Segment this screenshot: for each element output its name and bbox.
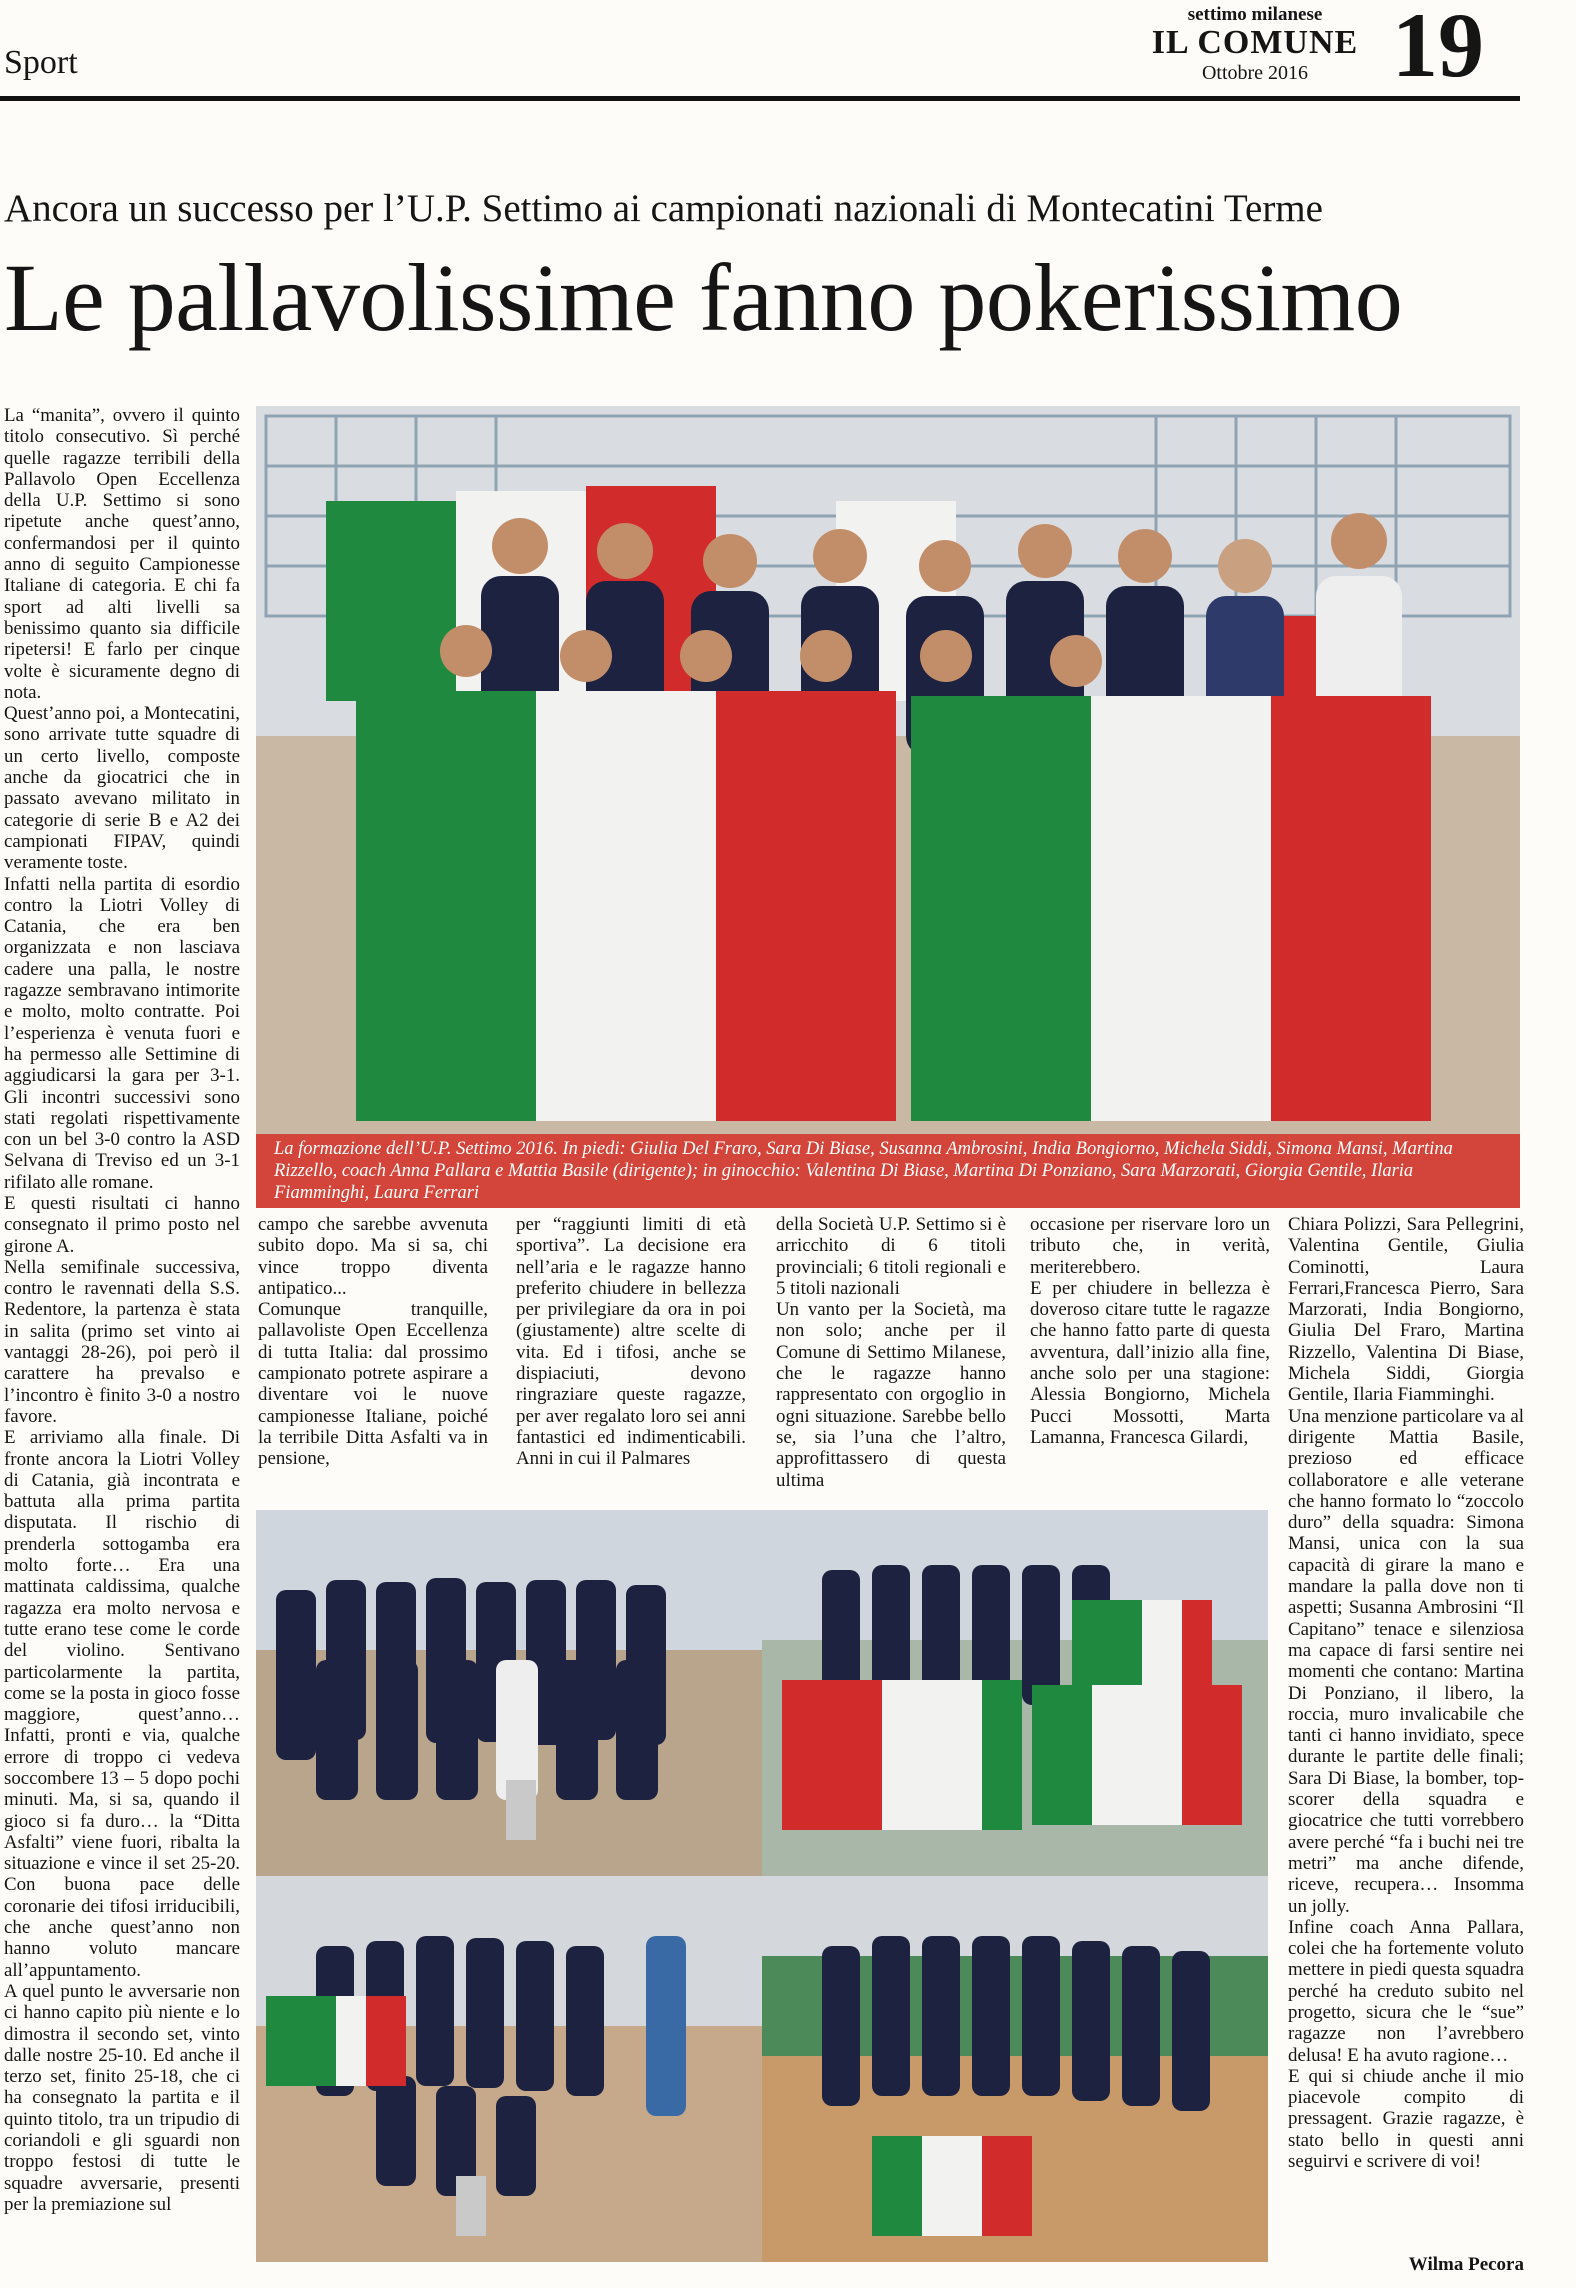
- article-column-2: [258, 1214, 488, 1474]
- paragraph: Infine coach Anna Pallara, colei che ha fortemente voluto mettere in piedi questa squadra perché ha creduto subito nel progetto, sicura che le “sue” ragazze non l’avrebbero delusa! E ha avuto ragione…: [1288, 1916, 1524, 2066]
- paragraph: della Società U.P. Settimo si è arricchito di 6 titoli provinciali; 6 titoli regionali e 5 titoli nazionali: [776, 1214, 1006, 1299]
- publisher-name: IL COMUNE: [1151, 24, 1359, 61]
- paragraph: A quel punto le avversarie non ci hanno capito più niente e lo dimostra il secondo set, vinto dalle nostre 25-10. Ed anche il terzo set, finito 25-18, che ci ha consegnato la partita e il quinto titolo, tra un tripudio di coriandoli e gli sguardi non troppo festosi di tutte le squadre avversarie, presenti per la premiazione sul: [4, 1980, 240, 2215]
- team-photo-ceremony: [762, 1876, 1268, 2262]
- paragraph: Infatti nella partita di esordio contro la Liotri Volley di Catania, che era ben organizzata e non lasciava cadere una palla, le nostre ragazze sembravano intimorite e molto, molto contratte. Poi l’esperienza è venuta fuori e ha permesso alle Settimine di aggiudicarsi la gara per 3-1. Gli incontri successivi sono stati regolati rispettivamente con un bel 3-0 contro la ASD Selvana di Treviso ed un 3-1 rifilato alle romane.: [4, 873, 240, 1193]
- issue-date: Ottobre 2016: [1201, 62, 1309, 84]
- paragraph: E arriviamo alla finale. Di fronte ancora la Liotri Volley di Catania, già incontrata e battuta alla prima partita disputata. Il rischio di prenderla sottogamba era molto forte… Era una mattinata caldissima, qualche ragazza era molto nervosa e tutte erano tese come le corde del violino. Sentivano particolarmente la partita, come se la posta in gioco fosse maggiore, quest’anno… Infatti, pronti e via, qualche errore di troppo ci vedeva soccombere 13 – 5 dopo pochi minuti. Ma, si sa, quando il gioco si fa duro… la “Ditta Asfalti” viene fuori, ribalta la situazione e vince il set 25-20. Con buona pace delle coronarie dei tifosi irriducibili, che anche quest’anno non hanno voluto mancare all’appuntamento.: [4, 1427, 240, 1981]
- paragraph: Nella semifinale successiva, contro le ravennati della S.S. Redentore, la partenza è stata in salita (primo set vinto ai vantaggi 28-26), poi però il carattere ha prevalso e l’incontro è finito 3-0 a nostro favore.: [4, 1256, 240, 1427]
- team-photo-illustration: [256, 406, 1520, 1206]
- page-number: 19: [1392, 0, 1484, 96]
- team-photo-celebration: [256, 1876, 764, 2262]
- article-column-4: [776, 1214, 1006, 1491]
- paragraph: Un vanto per la Società, ma non solo; anche per il Comune di Settimo Milanese, che le ragazze hanno rappresentato con orgoglio in ogni situazione. Sarebbe bello se, sia l’una che l’altro, approfittassero di questa ultima: [776, 1299, 1006, 1491]
- team-photo-flags: [762, 1510, 1268, 1876]
- team-photo-trophy: [256, 1510, 764, 1876]
- article-byline: Wilma Pecora: [1408, 2254, 1524, 2275]
- paragraph: Chiara Polizzi, Sara Pellegrini, Valentina Gentile, Giulia Cominotti, Laura Ferrari,Francesca Pierro, Sara Marzorati, India Bongiorno, Giulia Del Fraro, Martina Rizzello, Valentina Di Biase, Michela Siddi, Giorgia Gentile, Ilaria Fiamminghi.: [1288, 1214, 1524, 1406]
- paragraph: E questi risultati ci hanno consegnato il primo posto nel girone A.: [4, 1192, 240, 1257]
- paragraph: La “manita”, ovvero il quinto titolo consecutivo. Sì perché quelle ragazze terribili della Pallavolo Open Eccellenza della U.P. Settimo si sono ripetute anche quest’anno, confermandosi per il quinto anno di seguito Campionesse Italiane di categoria. E chi fa sport ad alti livelli sa benissimo quanto sia difficile ripetersi! E farlo per cinque volte è sicuramente degno di nota.: [4, 405, 240, 703]
- article-column-6: [1288, 1214, 1524, 2274]
- paragraph: Una menzione particolare va al dirigente Mattia Basile, prezioso ed efficace collaboratore e alle veterane che hanno formato lo “zoccolo duro” della squadra: Simona Mansi, unica con la sua capacità di girare la mano e mandare la palla dove non ti aspetti; Susanna Ambrosini “Il Capitano” tenace e silenziosa ma capace di farsi sentire nei momenti che contano: Martina Di Ponziano, il libero, la roccia, muro invalicabile che tanti ci hanno invidiato, spece durante le partite delle finali; Sara Di Biase, la bomber, top-scorer della squadra e giocatrice che tutti vorrebbero avere perché “fa i buchi nei tre metri” ma anche difende, riceve, recupera… Insomma un jolly.: [1288, 1405, 1525, 1917]
- paragraph: campo che sarebbe avvenuta subito dopo. Ma si sa, chi vince troppo diventa antipatico...: [258, 1214, 488, 1299]
- paragraph: Quest’anno poi, a Montecatini, sono arrivate tutte squadre di un certo livello, composte anche da giocatrici che in passato avevano militato in categorie di serie B e A2 dei campionati FIPAV, quindi veramente toste.: [4, 703, 240, 874]
- article-headline: Le pallavolissime fanno pokerissimo: [4, 244, 1403, 351]
- publisher-tagline: settimo milanese: [1187, 4, 1323, 25]
- section-label: Sport: [4, 44, 78, 81]
- article-column-1: [4, 405, 240, 2285]
- photo-caption: La formazione dell’U.P. Settimo 2016. In piedi: Giulia Del Fraro, Sara Di Biase, Susanna Ambrosini, India Bongiorno, Michela Siddi, Simona Mansi, Martina Rizzello, coach Anna Pallara e Mattia Basile (dirigente); in ginocchio: Valentina Di Biase, Martina Di Ponziano, Sara Marzorati, Giorgia Gentile, Ilaria Fiamminghi, Laura Ferrari: [256, 1134, 1520, 1208]
- header-divider: [0, 96, 1520, 101]
- paragraph: E qui si chiude anche il mio piacevole compito di pressagent. Grazie ragazze, è stato bello in questi anni seguirvi e scrivere di voi!: [1288, 2065, 1524, 2173]
- article-kicker: Ancora un successo per l’U.P. Settimo ai campionati nazionali di Montecatini Terme: [4, 187, 1323, 230]
- paragraph: per “raggiunti limiti di età sportiva”. La decisione era nell’aria e le ragazze hanno preferito chiudere in bellezza per privilegiare da ora in poi (giustamente) altre scelte di vita. Ed i tifosi, anche se dispiaciuti, devono ringraziare queste ragazze, per aver regalato loro sei anni fantastici ed indimenticabili. Anni in cui il Palmares: [516, 1214, 746, 1470]
- article-column-5: [1030, 1214, 1270, 1474]
- team-photo-main: [256, 406, 1520, 1206]
- paragraph: Comunque tranquille, pallavoliste Open Eccellenza di tutta Italia: dal prossimo campionato potrete aspirare a diventare voi le nuove campionesse Italiane, poiché la terribile Ditta Asfalti va in pensione,: [258, 1299, 488, 1470]
- article-column-3: [516, 1214, 746, 1474]
- paragraph: E per chiudere in bellezza è doveroso citare tutte le ragazze che hanno fatto parte di questa avventura, dall’inizio alla fine, anche solo per una stagione: Alessia Bongiorno, Michela Pucci Mossotti, Marta Lamanna, Francesca Gilardi,: [1030, 1277, 1270, 1448]
- paragraph: occasione per riservare loro un tributo che, in verità, meriterebbero.: [1030, 1214, 1270, 1278]
